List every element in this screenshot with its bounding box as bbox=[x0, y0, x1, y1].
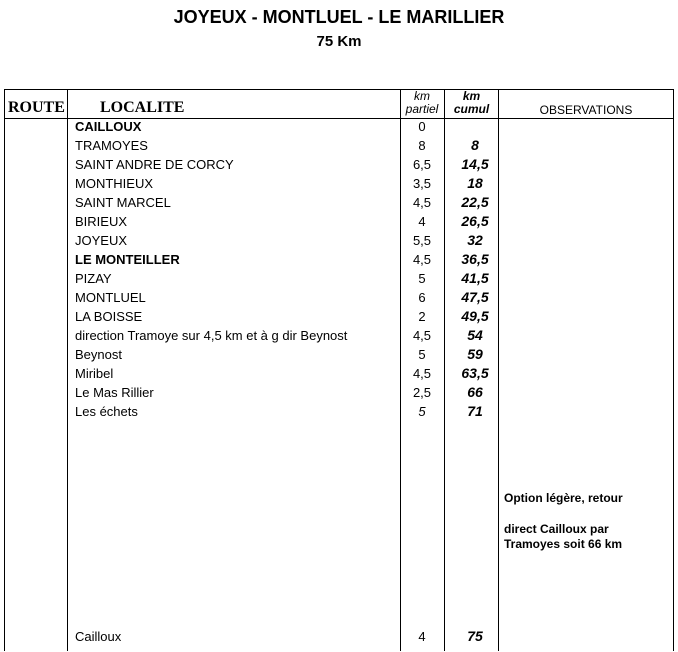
row-localite: Cailloux bbox=[75, 629, 122, 644]
row-km-partiel: 2,5 bbox=[412, 385, 432, 400]
observation-line-2: direct Cailloux par Tramoyes soit 66 km bbox=[504, 522, 623, 551]
observation-line-1: Option légère, retour bbox=[504, 491, 623, 505]
table-row bbox=[0, 345, 678, 364]
distance-subtitle: 75 Km bbox=[316, 33, 362, 50]
row-km-partiel: 5 bbox=[418, 271, 426, 286]
row-localite: direction Tramoye sur 4,5 km et à g dir Beynost bbox=[75, 328, 348, 343]
row-localite: BIRIEUX bbox=[75, 214, 128, 229]
row-localite: PIZAY bbox=[75, 271, 112, 286]
row-km-cumul: 36,5 bbox=[461, 251, 489, 267]
table-row bbox=[0, 326, 678, 345]
row-localite: CAILLOUX bbox=[75, 119, 142, 134]
row-km-cumul: 22,5 bbox=[461, 194, 489, 210]
row-km-partiel: 4 bbox=[418, 629, 426, 644]
row-km-cumul: 63,5 bbox=[461, 365, 489, 381]
table-row bbox=[0, 250, 678, 269]
row-localite: LE MONTEILLER bbox=[75, 252, 180, 267]
row-km-cumul: 75 bbox=[467, 628, 483, 644]
row-km-cumul: 26,5 bbox=[461, 213, 489, 229]
page-title: JOYEUX - MONTLUEL - LE MARILLIER bbox=[173, 7, 505, 27]
header-route: ROUTE bbox=[8, 99, 65, 116]
row-km-partiel: 5 bbox=[418, 347, 426, 362]
table-row bbox=[0, 364, 678, 383]
header-km-cumul: km cumul bbox=[453, 89, 490, 116]
row-km-partiel: 5,5 bbox=[412, 233, 432, 248]
row-localite: Beynost bbox=[75, 347, 122, 362]
row-km-cumul: 32 bbox=[467, 232, 483, 248]
header-observations: OBSERVATIONS bbox=[539, 103, 633, 117]
table-row bbox=[0, 212, 678, 231]
row-km-partiel: 4,5 bbox=[412, 195, 432, 210]
table-row bbox=[0, 269, 678, 288]
row-km-partiel: 4,5 bbox=[412, 328, 432, 343]
row-km-cumul: 66 bbox=[467, 384, 483, 400]
row-km-cumul: 14,5 bbox=[461, 156, 489, 172]
table-row-final bbox=[0, 627, 678, 646]
row-km-cumul: 8 bbox=[471, 137, 479, 153]
row-localite: SAINT ANDRE DE CORCY bbox=[75, 157, 234, 172]
header-km-partiel: km partiel bbox=[405, 89, 439, 116]
row-km-partiel: 6 bbox=[418, 290, 426, 305]
row-km-cumul: 54 bbox=[467, 327, 483, 343]
table-top-border bbox=[4, 89, 674, 90]
row-km-partiel: 6,5 bbox=[412, 157, 432, 172]
table-row bbox=[0, 402, 678, 421]
table-row bbox=[0, 307, 678, 326]
row-km-cumul: 71 bbox=[467, 403, 483, 419]
table-row bbox=[0, 117, 678, 136]
row-localite: Le Mas Rillier bbox=[75, 385, 154, 400]
row-km-partiel: 3,5 bbox=[412, 176, 432, 191]
row-km-cumul: 49,5 bbox=[461, 308, 489, 324]
table-row bbox=[0, 288, 678, 307]
row-localite: Miribel bbox=[75, 366, 114, 381]
row-localite: Les échets bbox=[75, 404, 138, 419]
row-km-partiel: 4,5 bbox=[412, 366, 432, 381]
row-km-partiel: 4 bbox=[418, 214, 426, 229]
row-localite: MONTLUEL bbox=[75, 290, 146, 305]
row-localite: TRAMOYES bbox=[75, 138, 148, 153]
row-km-partiel: 0 bbox=[418, 119, 426, 134]
row-km-cumul: 47,5 bbox=[461, 289, 489, 305]
row-km-partiel: 5 bbox=[418, 404, 426, 419]
row-km-partiel: 4,5 bbox=[412, 252, 432, 267]
row-km-cumul: 18 bbox=[467, 175, 483, 191]
table-row bbox=[0, 174, 678, 193]
table-row bbox=[0, 155, 678, 174]
table-row bbox=[0, 136, 678, 155]
table-row bbox=[0, 383, 678, 402]
table-row bbox=[0, 231, 678, 250]
row-km-cumul: 41,5 bbox=[461, 270, 489, 286]
row-localite: JOYEUX bbox=[75, 233, 128, 248]
row-localite: MONTHIEUX bbox=[75, 176, 153, 191]
row-km-partiel: 2 bbox=[418, 309, 426, 324]
header-localite: LOCALITE bbox=[100, 99, 185, 116]
table-row bbox=[0, 193, 678, 212]
row-localite: LA BOISSE bbox=[75, 309, 143, 324]
row-km-partiel: 8 bbox=[418, 138, 426, 153]
row-localite: SAINT MARCEL bbox=[75, 195, 171, 210]
row-km-cumul: 59 bbox=[467, 346, 483, 362]
